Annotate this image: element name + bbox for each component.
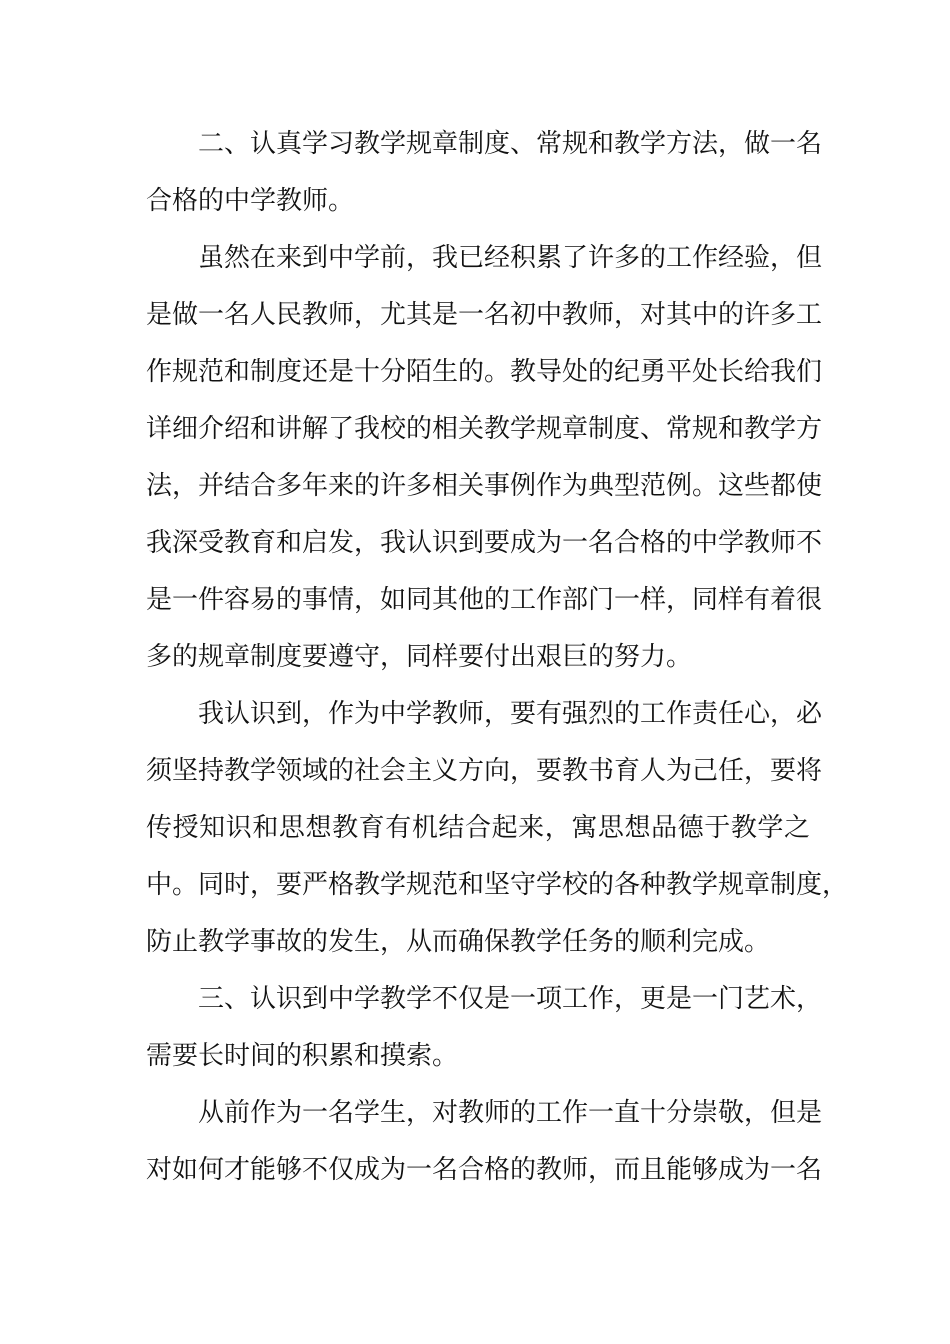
section-heading-two <box>146 116 823 230</box>
text-line: 我深受教育和启发，我认识到要成为一名合格的中学教师不 <box>146 528 823 558</box>
text-line: 是一件容易的事情，如同其他的工作部门一样，同样有着很 <box>146 585 823 615</box>
text-line: 虽然在来到中学前，我已经积累了许多的工作经验，但 <box>198 243 823 273</box>
text-line: 需要长时间的积累和摸索。 <box>146 1041 459 1071</box>
text-line: 作规范和制度还是十分陌生的。教导处的纪勇平处长给我们 <box>146 357 823 387</box>
text-line: 法，并结合多年来的许多相关事例作为典型范例。这些都使 <box>146 471 823 501</box>
text-line: 二、认真学习教学规章制度、常规和教学方法，做一名 <box>198 129 823 159</box>
text-line: 详细介绍和讲解了我校的相关教学规章制度、常规和教学方 <box>146 414 823 444</box>
text-line: 对如何才能够不仅成为一名合格的教师，而且能够成为一名 <box>146 1155 823 1185</box>
paragraph-responsibility <box>146 686 849 971</box>
paragraph-experience <box>146 230 823 686</box>
text-line: 我认识到，作为中学教师，要有强烈的工作责任心，必 <box>198 699 823 729</box>
text-line: 三、认识到中学教学不仅是一项工作，更是一门艺术， <box>198 984 823 1014</box>
document-body <box>146 116 849 1199</box>
text-line: 从前作为一名学生，对教师的工作一直十分崇敬，但是 <box>198 1098 823 1128</box>
text-line: 传授知识和思想教育有机结合起来，寓思想品德于教学之 <box>146 813 810 843</box>
text-line: 合格的中学教师。 <box>146 186 355 216</box>
text-line: 是做一名人民教师，尤其是一名初中教师，对其中的许多工 <box>146 300 823 330</box>
text-line: 防止教学事故的发生，从而确保教学任务的顺利完成。 <box>146 927 771 957</box>
text-line: 须坚持教学领域的社会主义方向，要教书育人为己任，要将 <box>146 756 823 786</box>
text-line: 中。同时，要严格教学规范和坚守学校的各种教学规章制度， <box>146 870 849 900</box>
paragraph-student <box>146 1085 823 1199</box>
text-line: 多的规章制度要遵守，同样要付出艰巨的努力。 <box>146 642 693 672</box>
section-heading-three <box>146 971 823 1085</box>
